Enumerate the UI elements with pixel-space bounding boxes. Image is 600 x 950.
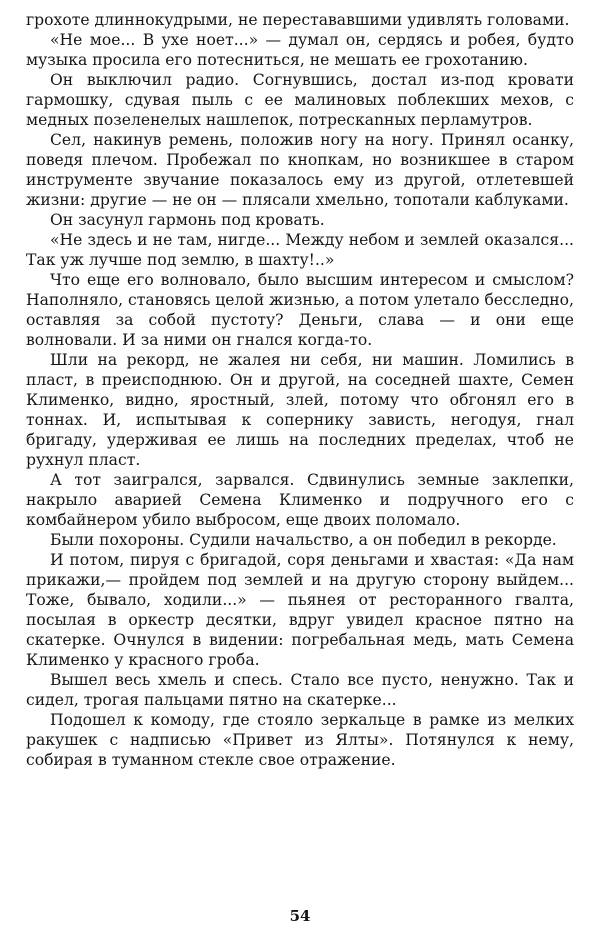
paragraph-4: Сел, накинув ремень, положив ногу на ногу. Принял осанку, поведя плечом. Пробежал по кнопкам, но возникшее в старом инструменте звучание показалось ему из другой, отлетевшей жизни: другие — не он — плясали хмельно, топотали каблуками. [26,131,574,209]
paragraph-5: Он засунул гармонь под кровать. [50,211,325,229]
paragraph-10: Были похороны. Судили начальство, а он победил в рекорде. [50,531,557,549]
paragraph-7: Что еще его волновало, было высшим интересом и смыслом? Наполняло, становясь целой жизнью, а потом улетало бесследно, оставляя за собой пустоту? Деньги, слава — и они еще волновали. И за ними он гнался когда-то. [26,271,574,349]
text-body [26,10,574,770]
paragraph-13: Подошел к комоду, где стояло зеркальце в рамке из мелких ракушек с надписью «Привет из Ялты». Потянулся к нему, собирая в туманном стекле свое отражение. [26,711,574,769]
page-number: 54 [289,907,311,925]
paragraph-11: И потом, пируя с бригадой, соря деньгами и хвастая: «Да нам прикажи,— пройдем под землей и на другую сторону выйдем... Тоже, бывало, ходили...» — пьянея от ресторанного гвалта, посылая в оркестр десятки, вдруг увидел красное пятно на скатерке. Очнулся в видении: погребальная медь, мать Семена Клименко у красного гроба. [26,551,574,669]
paragraph-6: «Не здесь и не там, нигде... Между небом и землей оказался... Так уж лучше под землю, в шахту!..» [26,231,574,269]
paragraph-3: Он выключил радио. Согнувшись, достал из-под кровати гармошку, сдувая пыль с ее малиновых поблекших мехов, с медных позеленелых нашлепок, потрескanных перламутров. [26,71,574,129]
paragraph-9: А тот заигрался, зарвался. Сдвинулись земные заклепки, накрыло аварией Семена Клименко и подручного его с комбайнером убило выбросом, еще двоих поломало. [26,471,574,529]
paragraph-1: грохоте длиннокудрыми, не перестававшими удивлять головами. [26,11,570,29]
paragraph-12: Вышел весь хмель и спесь. Стало все пусто, ненужно. Так и сидел, трогая пальцами пятно на скатерке... [26,671,574,709]
paragraph-2: «Не мое... В ухе ноет...» — думал он, сердясь и робея, будто музыка просила его потесниться, не мешать ее грохотанию. [26,31,574,69]
paragraph-8: Шли на рекорд, не жалея ни себя, ни машин. Ломились в пласт, в преисподнюю. Он и другой, на соседней шахте, Семен Клименко, видно, яростный, злей, потому что обгонял его в тоннах. И, испытывая к сопернику зависть, негодуя, гнал бригаду, удерживая ее лишь на последних пределах, чтоб не рухнул пласт. [26,351,574,469]
